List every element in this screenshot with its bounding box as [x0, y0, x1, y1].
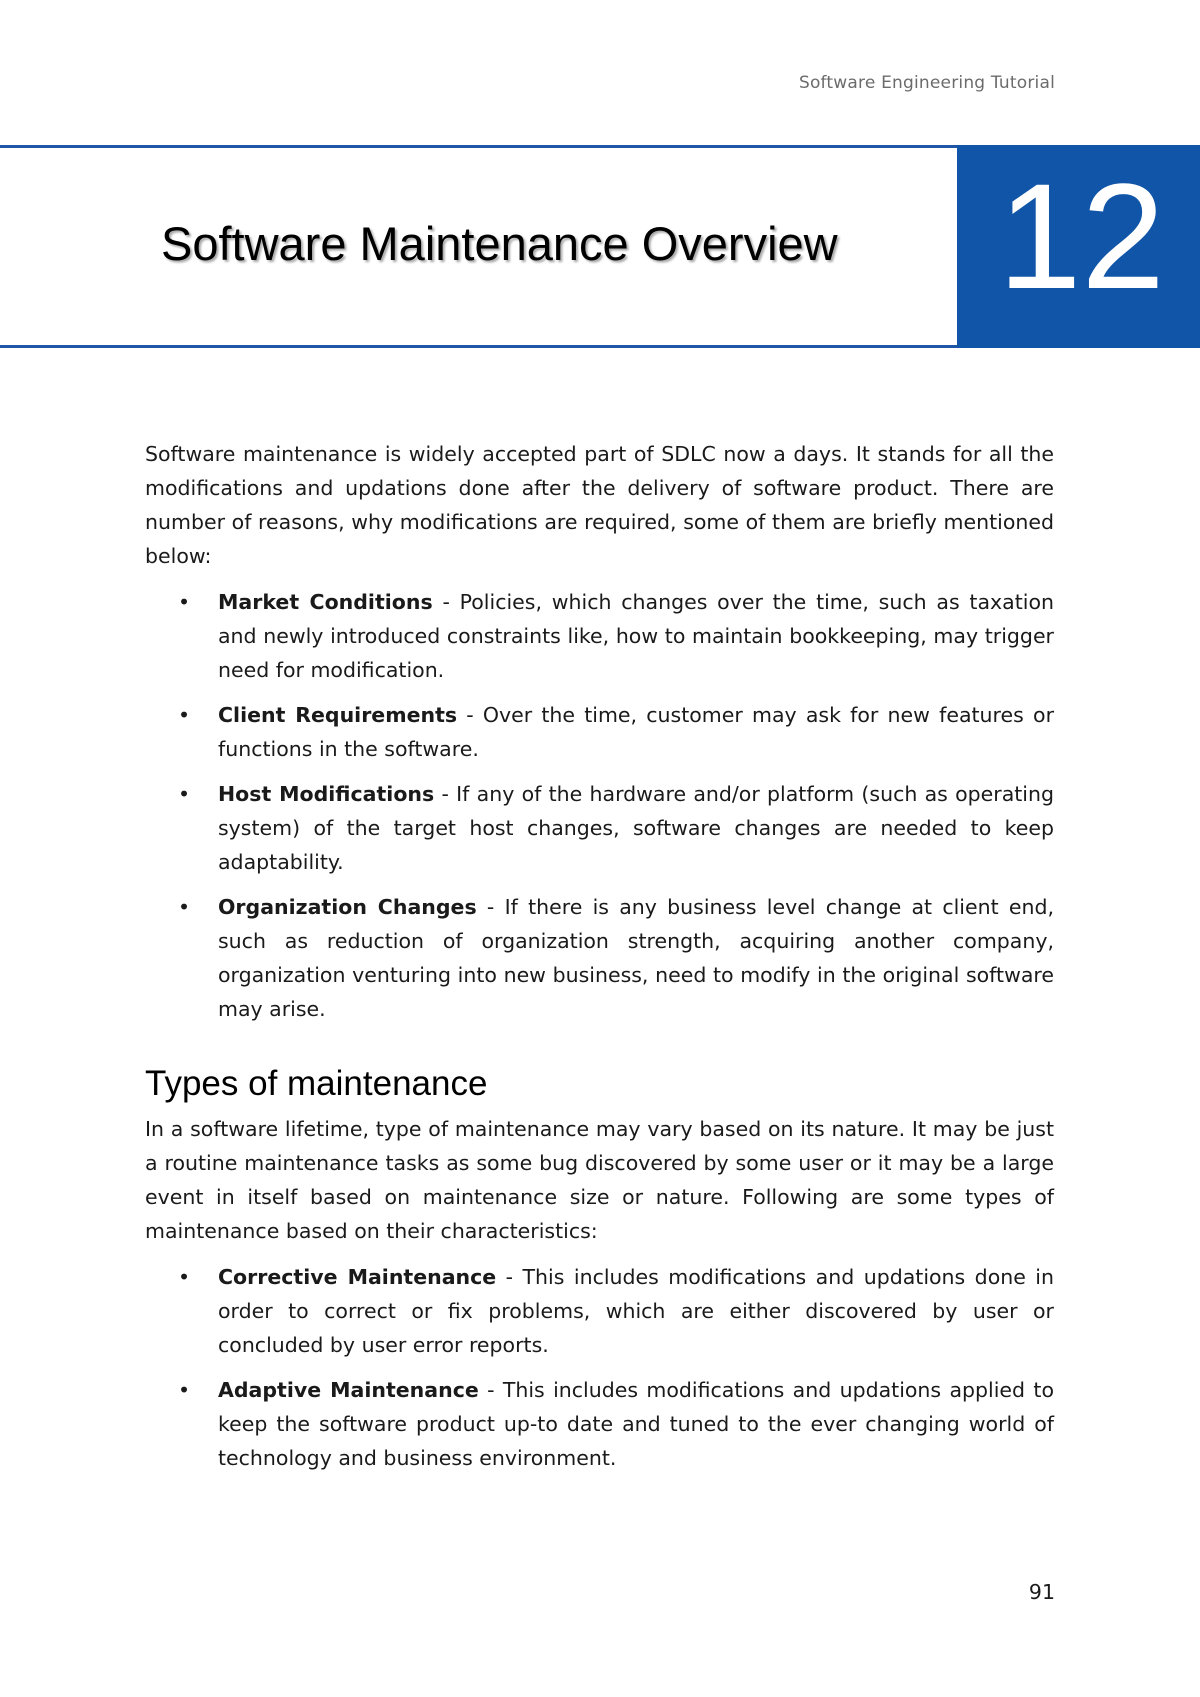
list-item: [145, 1373, 1054, 1475]
list-item: [145, 777, 1054, 879]
chapter-number: 12: [998, 152, 1165, 320]
list-item-term: Host Modifications: [218, 782, 435, 806]
list-item: [145, 698, 1054, 766]
intro-paragraph: Software maintenance is widely accepted part of SDLC now a days. It stands for all the modifications and updations done after the delivery of software product. There are number of reasons, why modifications are required, some of them are briefly mentioned below:: [145, 442, 1054, 568]
bullet-icon: •: [178, 895, 191, 919]
bullet-icon: •: [178, 590, 191, 614]
list-item-term: Corrective Maintenance: [218, 1265, 497, 1289]
chapter-number-box: [957, 145, 1200, 348]
list-item-text: - Over the time, customer may ask for new features or functions in the software.: [218, 703, 1054, 761]
list-item-term: Market Conditions: [218, 590, 433, 614]
list-item-text: - If there is any business level change at client end, such as reduction of organization strength, acquiring another company, organization venturing into new business, need to modify in the original software may arise.: [218, 895, 1055, 1021]
chapter-banner: [0, 145, 1200, 348]
list-item-text: - If any of the hardware and/or platform (such as operating system) of the target host changes, software changes are needed to keep adaptability.: [218, 782, 1055, 874]
list-item: [145, 1260, 1054, 1362]
reasons-list: [145, 585, 1054, 1026]
list-item: [145, 890, 1054, 1026]
types-intro-paragraph: In a software lifetime, type of maintenance may vary based on its nature. It may be just a routine maintenance tasks as some bug discovered by some user or it may be a large event in itself based on maintenance size or nature. Following are some types of maintenance based on their characteristics:: [145, 1117, 1054, 1243]
list-item-text: - Policies, which changes over the time, such as taxation and newly introduced constraints like, how to maintain bookkeeping, may trigger need for modification.: [218, 590, 1054, 682]
list-item: [145, 585, 1054, 687]
bullet-icon: •: [178, 1265, 191, 1289]
page-number: 91: [1028, 1580, 1055, 1604]
list-item-term: Organization Changes: [218, 895, 477, 919]
running-header: Software Engineering Tutorial: [798, 73, 1055, 93]
bullet-icon: •: [178, 703, 191, 727]
list-item-text: - This includes modifications and updations applied to keep the software product up-to date and tuned to the ever changing world of technology and business environment.: [218, 1378, 1054, 1470]
chapter-title: Software Maintenance Overview: [161, 217, 838, 270]
list-item-term: Adaptive Maintenance: [218, 1378, 479, 1402]
bullet-icon: •: [178, 782, 191, 806]
section-heading: Types of maintenance: [145, 1064, 488, 1103]
page-content: [145, 437, 1054, 1486]
list-item-text: - This includes modifications and updations done in order to correct or fix problems, which are either discovered by user or concluded by user error reports.: [218, 1265, 1054, 1357]
list-item-term: Client Requirements: [218, 703, 458, 727]
types-list: [145, 1260, 1054, 1475]
bullet-icon: •: [178, 1378, 191, 1402]
